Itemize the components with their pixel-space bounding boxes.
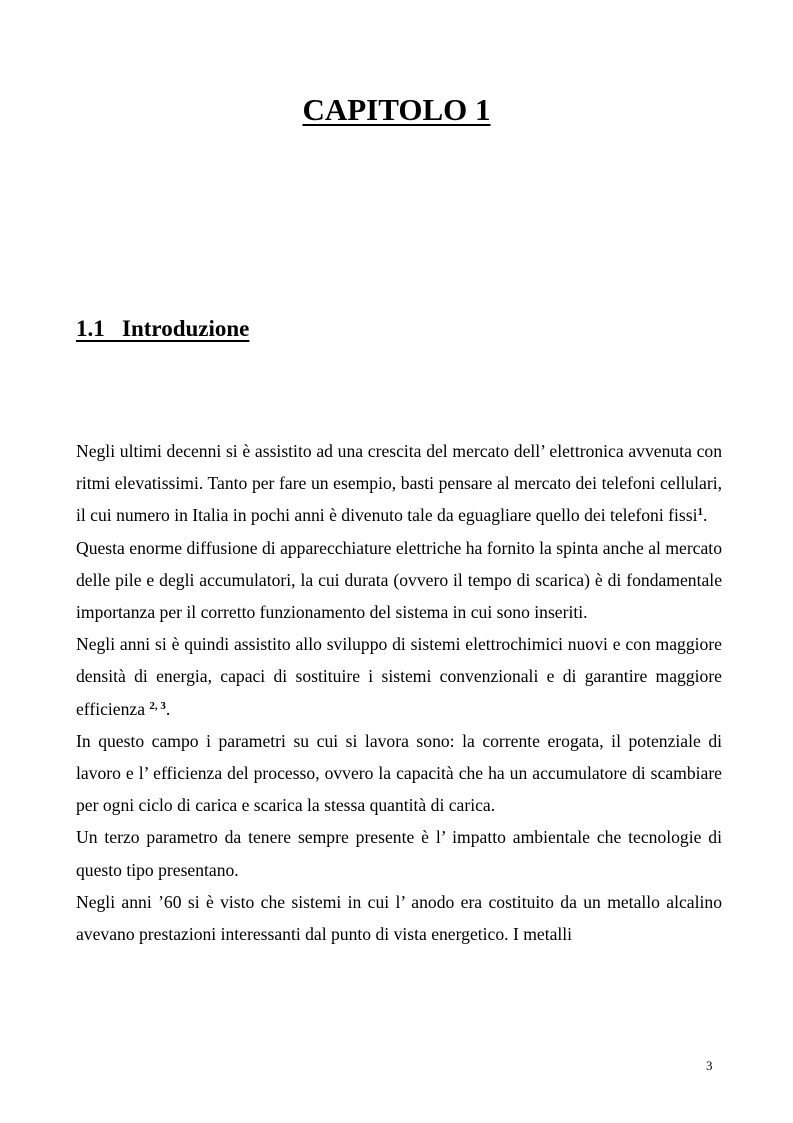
section-heading: 1.1 Introduzione xyxy=(76,316,250,341)
paragraph-text: Negli anni ’60 si è visto che sistemi in cui l’ anodo era costituito da un metallo alcalino avevano prestazioni interessanti dal punto di vista energetico. I metalli xyxy=(76,891,722,945)
citation-ref: 2, 3 xyxy=(149,699,166,712)
paragraph-2 xyxy=(76,532,722,629)
paragraph-1 xyxy=(76,435,722,532)
paragraph-3 xyxy=(76,628,722,725)
chapter-title: CAPITOLO 1 xyxy=(302,92,491,127)
paragraph-text: Negli ultimi decenni si è assistito ad una crescita del mercato dell’ elettronica avvenuta con ritmi elevatissimi. Tanto per fare un esempio, basti pensare al mercato dei telefoni cellulari, il cui numero in Italia in pochi anni è divenuto tale da eguagliare quello dei telefoni fissi xyxy=(76,441,722,526)
body-text xyxy=(76,435,722,950)
page-number: 3 xyxy=(706,1058,713,1073)
paragraph-6 xyxy=(76,886,722,950)
paragraph-text: Un terzo parametro da tenere sempre presente è l’ impatto ambientale che tecnologie di questo tipo presentano. xyxy=(76,827,722,880)
paragraph-tail: . xyxy=(165,698,171,719)
paragraph-text: Negli anni si è quindi assistito allo sviluppo di sistemi elettrochimici nuovi e con maggiore densità di energia, capaci di sostituire i sistemi convenzionali e di garantire maggiore efficienza xyxy=(76,634,722,719)
citation-ref: 1 xyxy=(697,506,703,519)
paragraph-text: Questa enorme diffusione di apparecchiature elettriche ha fornito la spinta anche al mercato delle pile e degli accumulatori, la cui durata (ovvero il tempo di scarica) è di fondamentale importanza per il corretto funzionamento del sistema in cui sono inseriti. xyxy=(76,537,722,623)
paragraph-tail: . xyxy=(702,505,708,526)
paragraph-4 xyxy=(76,725,722,822)
paragraph-text: In questo campo i parametri su cui si lavora sono: la corrente erogata, il potenziale di lavoro e l’ efficienza del processo, ovvero la capacità che ha un accumulatore di scambiare per ogni ciclo di carica e scarica la stessa quantità di carica. xyxy=(76,730,722,816)
paragraph-5 xyxy=(76,821,722,885)
